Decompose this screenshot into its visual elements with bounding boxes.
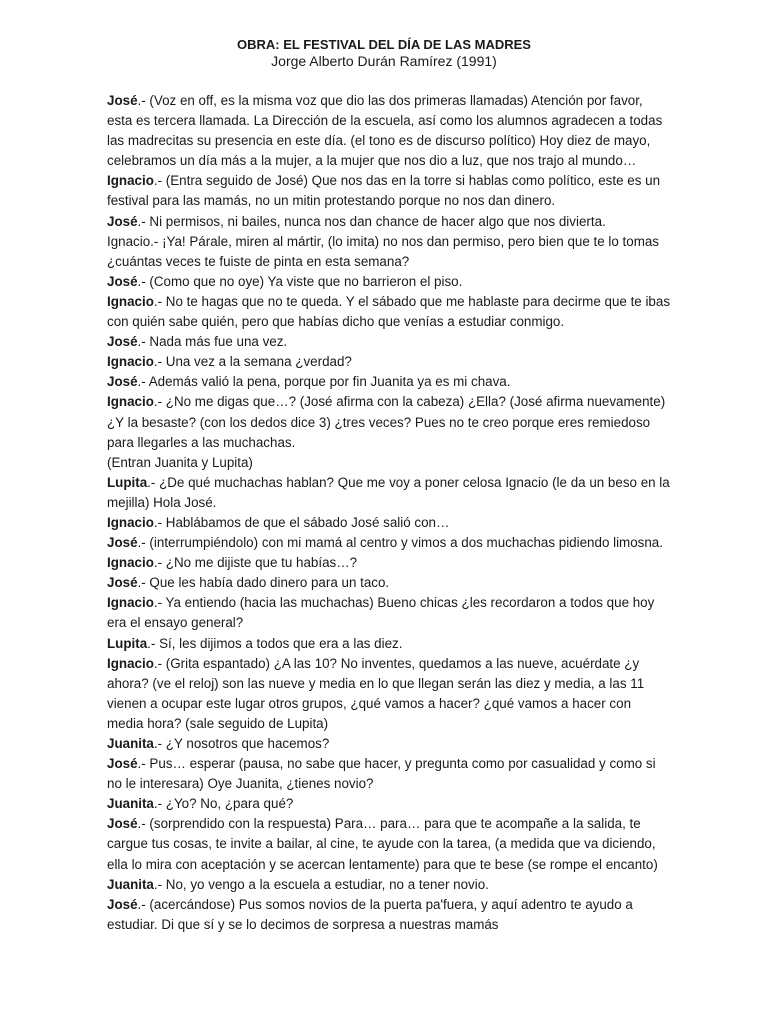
speaker-name: José	[107, 213, 138, 229]
speaker-name: Ignacio	[107, 394, 154, 410]
script-line	[107, 252, 667, 272]
dialogue-text: .- ¿De qué muchachas hablan? Que me voy a poner celosa Ignacio (le da un beso en la	[147, 474, 670, 490]
dialogue-text: mejilla) Hola José.	[107, 494, 217, 510]
dialogue-text: .- Ni permisos, ni bailes, nunca nos dan chance de hacer algo que nos divierta.	[137, 213, 606, 229]
speaker-name: Ignacio	[107, 555, 154, 571]
speaker-name: José	[107, 374, 138, 390]
speaker-name: José	[107, 756, 138, 772]
script-line	[107, 654, 667, 674]
script-line	[107, 533, 667, 553]
script-line	[107, 453, 667, 473]
dialogue-text: .- (Como que no oye) Ya viste que no barrieron el piso.	[137, 273, 463, 289]
dialogue-text: .- (Entra seguido de José) Que nos das en la torre si hablas como político, este es un	[153, 173, 661, 189]
speaker-name: Ignacio	[107, 354, 154, 370]
script-line	[107, 91, 667, 111]
dialogue-text: media hora? (sale seguido de Lupita)	[107, 715, 329, 731]
script-line	[107, 754, 667, 774]
script-line	[107, 332, 667, 352]
script-body	[107, 91, 671, 935]
speaker-name: José	[107, 816, 138, 832]
speaker-name: Ignacio	[107, 514, 154, 530]
script-line	[107, 372, 667, 392]
script-line	[107, 674, 667, 694]
script-line	[107, 513, 667, 533]
script-line	[107, 774, 667, 794]
script-line	[107, 694, 667, 714]
dialogue-text: ahora? (ve el reloj) son las nueve y media en lo que llegan serán las diez y media, a las 11	[107, 675, 645, 691]
dialogue-text: .- (interrumpiéndolo) con mi mamá al centro y vimos a dos muchachas pidiendo limosna.	[137, 535, 663, 551]
speaker-name: Juanita	[107, 876, 154, 892]
script-line	[107, 915, 667, 935]
dialogue-text: no le interesara) Oye Juanita, ¿tienes novio?	[107, 776, 374, 792]
script-line	[107, 855, 667, 875]
dialogue-text: Ignacio.- ¡Ya! Párale, miren al mártir, (lo imita) no nos dan permiso, pero bien que te lo tomas	[107, 233, 659, 249]
script-line	[107, 553, 667, 573]
script-line	[107, 734, 667, 754]
dialogue-text: las madrecitas su presencia en este día. (el tono es de discurso político) Hoy diez de mayo,	[107, 133, 651, 149]
dialogue-text: .- ¿No me dijiste que tu habías…?	[153, 555, 358, 571]
dialogue-text: .- Sí, les dijimos a todos que era a las diez.	[147, 635, 403, 651]
dialogue-text: estudiar. Di que sí y se lo decimos de sorpresa a nuestras mamás	[107, 916, 499, 932]
script-line	[107, 634, 667, 654]
speaker-name: José	[107, 535, 138, 551]
script-line	[107, 473, 670, 493]
play-title: OBRA: EL FESTIVAL DEL DÍA DE LAS MADRES	[237, 37, 531, 52]
dialogue-text: esta es tercera llamada. La Dirección de la escuela, así como los alumnos agradecen a todas	[107, 113, 663, 129]
speaker-name: Juanita	[107, 796, 154, 812]
dialogue-text: festival para las mamás, no un mitin protestando porque no nos dan dinero.	[107, 193, 556, 209]
speaker-name: Lupita	[107, 474, 148, 490]
script-line	[107, 352, 667, 372]
speaker-name: José	[107, 334, 138, 350]
script-line	[107, 794, 667, 814]
script-line	[107, 292, 671, 312]
script-line	[107, 131, 667, 151]
script-line	[107, 895, 667, 915]
dialogue-text: cargue tus cosas, te invite a bailar, al cine, te ayude con la tarea, (a medida que va diciendo,	[107, 836, 656, 852]
script-line	[107, 573, 667, 593]
script-line	[107, 151, 667, 171]
dialogue-text: .- (Voz en off, es la misma voz que dio las dos primeras llamadas) Atención por favor,	[137, 93, 643, 108]
script-line	[107, 814, 667, 834]
speaker-name: José	[107, 575, 138, 591]
dialogue-text: .- (sorprendido con la respuesta) Para… para… para que te acompañe a la salida, te	[137, 816, 641, 832]
script-line	[107, 392, 667, 412]
script-line	[107, 191, 667, 211]
script-line	[107, 232, 667, 252]
dialogue-text: .- ¿Y nosotros que hacemos?	[153, 736, 330, 751]
dialogue-text: .- (acercándose) Pus somos novios de la puerta pa'fuera, y aquí adentro te ayudo a	[137, 896, 633, 912]
script-line	[107, 875, 667, 895]
dialogue-text: ¿Y la besaste? (con los dedos dice 3) ¿tres veces? Pues no te creo porque eres remiedoso	[107, 414, 651, 430]
speaker-name: José	[107, 93, 138, 108]
dialogue-text: .- Nada más fue una vez.	[137, 334, 288, 350]
speaker-name: Juanita	[107, 736, 154, 751]
script-line	[107, 714, 667, 734]
dialogue-text: para llegarles a las muchachas.	[107, 434, 296, 450]
dialogue-text: .- No, yo vengo a la escuela a estudiar, no a tener novio.	[153, 876, 489, 892]
speaker-name: Ignacio	[107, 173, 154, 189]
speaker-name: Ignacio	[107, 293, 154, 309]
script-line	[107, 312, 667, 332]
script-line	[107, 171, 667, 191]
dialogue-text: era el ensayo general?	[107, 615, 244, 631]
dialogue-text: .- Ya entiendo (hacia las muchachas) Bueno chicas ¿les recordaron a todos que hoy	[153, 595, 655, 611]
speaker-name: Ignacio	[107, 595, 154, 611]
dialogue-text: .- Además valió la pena, porque por fin Juanita ya es mi chava.	[137, 374, 511, 390]
dialogue-text: .- Que les había dado dinero para un taco.	[137, 575, 390, 591]
dialogue-text: .- No te hagas que no te queda. Y el sábado que me hablaste para decirme que te ibas	[153, 293, 671, 309]
dialogue-text: .- ¿Yo? No, ¿para qué?	[153, 796, 294, 812]
dialogue-text: celebramos un día más a la mujer, a la mujer que nos dio a luz, que nos trajo al mundo…	[107, 153, 637, 169]
speaker-name: José	[107, 896, 138, 912]
speaker-name: José	[107, 273, 138, 289]
dialogue-text: vienen a ocupar este lugar otros grupos, ¿qué vamos a hacer? ¿qué vamos a hacer con	[107, 695, 632, 711]
dialogue-text: .- (Grita espantado) ¿A las 10? No inventes, quedamos a las nueve, acuérdate ¿y	[153, 655, 640, 671]
dialogue-text: (Entran Juanita y Lupita)	[107, 454, 253, 470]
play-author: Jorge Alberto Durán Ramírez (1991)	[271, 53, 497, 69]
script-line	[107, 613, 667, 633]
script-line	[107, 433, 667, 453]
dialogue-text: .- Una vez a la semana ¿verdad?	[153, 354, 352, 370]
script-line	[107, 834, 667, 854]
script-line	[107, 413, 667, 433]
speaker-name: Lupita	[107, 635, 148, 651]
speaker-name: Ignacio	[107, 655, 154, 671]
dialogue-text: ¿cuántas veces te fuiste de pinta en esta semana?	[107, 253, 410, 269]
script-line	[107, 111, 667, 131]
dialogue-text: .- Hablábamos de que el sábado José salió con…	[153, 514, 450, 530]
dialogue-text: .- Pus… esperar (pausa, no sabe que hacer, y pregunta como por casualidad y como si	[137, 756, 656, 772]
dialogue-text: con quién sabe quién, pero que habías dicho que venías a estudiar conmigo.	[107, 314, 565, 330]
script-line	[107, 272, 667, 292]
script-line	[107, 593, 667, 613]
dialogue-text: .- ¿No me digas que…? (José afirma con la cabeza) ¿Ella? (José afirma nuevamente)	[153, 394, 666, 410]
script-line	[107, 212, 667, 232]
dialogue-text: ella lo mira con aceptación y se acercan lentamente) para que te bese (se rompe el encanto)	[107, 856, 658, 872]
script-line	[107, 493, 667, 513]
